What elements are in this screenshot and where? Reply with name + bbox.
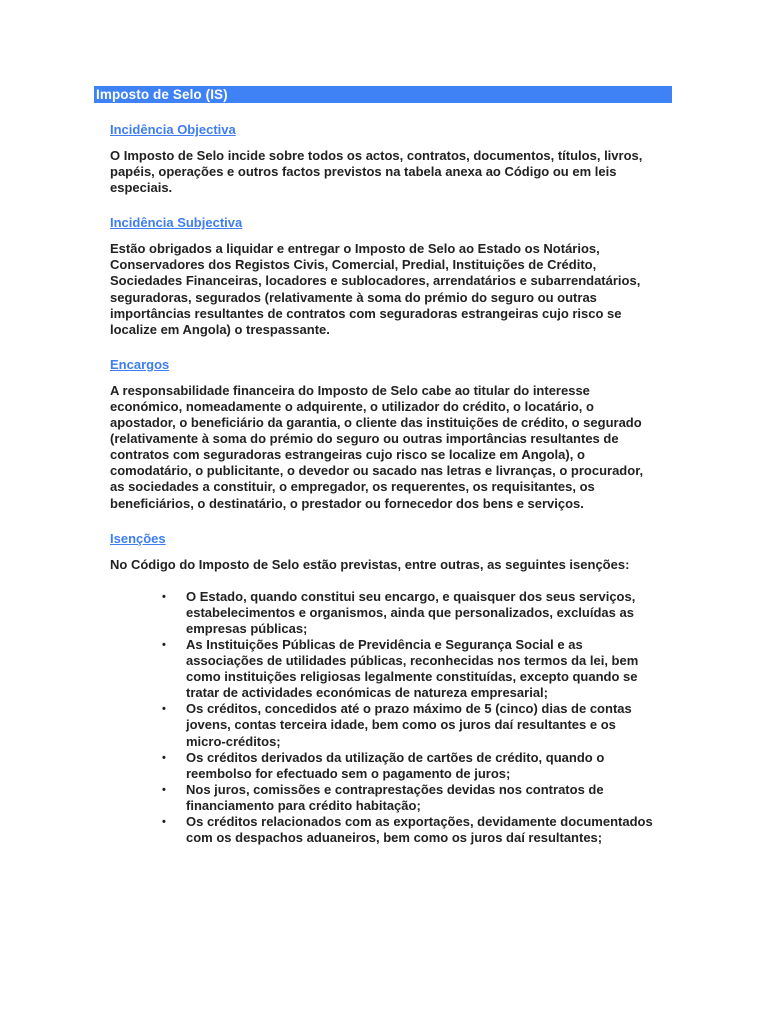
bullet-icon: • — [162, 751, 166, 764]
section-paragraph: Estão obrigados a liquidar e entregar o Imposto de Selo ao Estado os Notários, Conservadores dos Registos Civis, Comercial, Predial, Instituições de Crédito, Sociedades Financeiras, locadores e sublocadores, arrendatários e subarrendatários, seguradoras, segurados (relativamente à soma do prémio do seguro ou outras importâncias resultantes de contratos com seguradoras estrangeiras cujo risco se localize em Angola) o trespassante. — [110, 241, 641, 337]
list-item-text: As Instituições Públicas de Previdência e Segurança Social e as associações de utilidades públicas, reconhecidas nos termos da lei, bem como instituições religiosas legalmente constituídas, excepto quando se tratar de actividades económicas de natureza empresarial; — [186, 636, 639, 701]
section-heading-link[interactable]: Encargos — [110, 356, 170, 372]
exemptions-list — [110, 589, 670, 847]
section-heading-link[interactable]: Incidência Objectiva — [110, 122, 236, 137]
list-item-text: Os créditos derivados da utilização de cartões de crédito, quando o reembolso for efectuado sem o pagamento de juros; — [186, 749, 605, 781]
bullet-icon: • — [162, 590, 166, 603]
bullet-icon: • — [162, 703, 166, 716]
list-item — [162, 749, 656, 782]
section-paragraph: A responsabilidade financeira do Imposto de Selo cabe ao titular do interesse económico, nomeadamente o adquirente, o utilizador do crédito, o locatário, o apostador, o beneficiário da garantia, o cliente das instituições de crédito, o segurado (relativamente à soma do prémio do seguro ou outras importâncias resultantes de contratos com seguradoras estrangeiras cujo risco se localize em Angola), o comodatário, o publicitante, o devedor ou sacado nas letras e livranças, o procurador, as sociedades a constituir, o empregador, os requerentes, os requisitantes, os beneficiários, o destinatário, o prestador ou fornecedor dos bens e serviços. — [110, 382, 644, 511]
section-encargos — [110, 356, 670, 512]
section-isencoes — [110, 530, 670, 847]
list-item — [162, 636, 656, 701]
list-item — [162, 814, 656, 846]
bullet-icon: • — [162, 783, 166, 796]
section-incidencia-objectiva — [110, 121, 670, 196]
list-item — [162, 781, 656, 814]
section-heading-link[interactable]: Incidência Subjectiva — [110, 215, 243, 231]
section-incidencia-subjectiva — [110, 214, 670, 338]
list-item-text: Os créditos relacionados com as exportações, devidamente documentados com os despachos aduaneiros, bem como os juros daí resultantes; — [186, 814, 653, 846]
bullet-icon: • — [162, 638, 166, 651]
document-content — [110, 119, 670, 846]
list-item-text: O Estado, quando constitui seu encargo, e quaisquer dos seus serviços, estabelecimentos e organismos, ainda que personalizados, excluídas as empresas públicas; — [186, 588, 636, 636]
list-item — [162, 588, 656, 637]
section-paragraph: No Código do Imposto de Selo estão previstas, entre outras, as seguintes isenções: — [110, 556, 630, 572]
section-heading-link[interactable]: Isenções — [110, 530, 166, 546]
list-item — [162, 701, 656, 749]
document-title: Imposto de Selo (IS) — [94, 86, 672, 103]
list-item-text: Os créditos, concedidos até o prazo máximo de 5 (cinco) dias de contas jovens, contas terceira idade, bem como os juros daí resultantes e os micro-créditos; — [186, 701, 632, 749]
bullet-icon: • — [162, 816, 166, 828]
section-paragraph: O Imposto de Selo incide sobre todos os actos, contratos, documentos, títulos, livros, papéis, operações e outros factos previstos na tabela anexa ao Código ou em leis especiais. — [110, 148, 643, 196]
list-item-text: Nos juros, comissões e contraprestações devidas nos contratos de financiamento para crédito habitação; — [186, 781, 604, 813]
